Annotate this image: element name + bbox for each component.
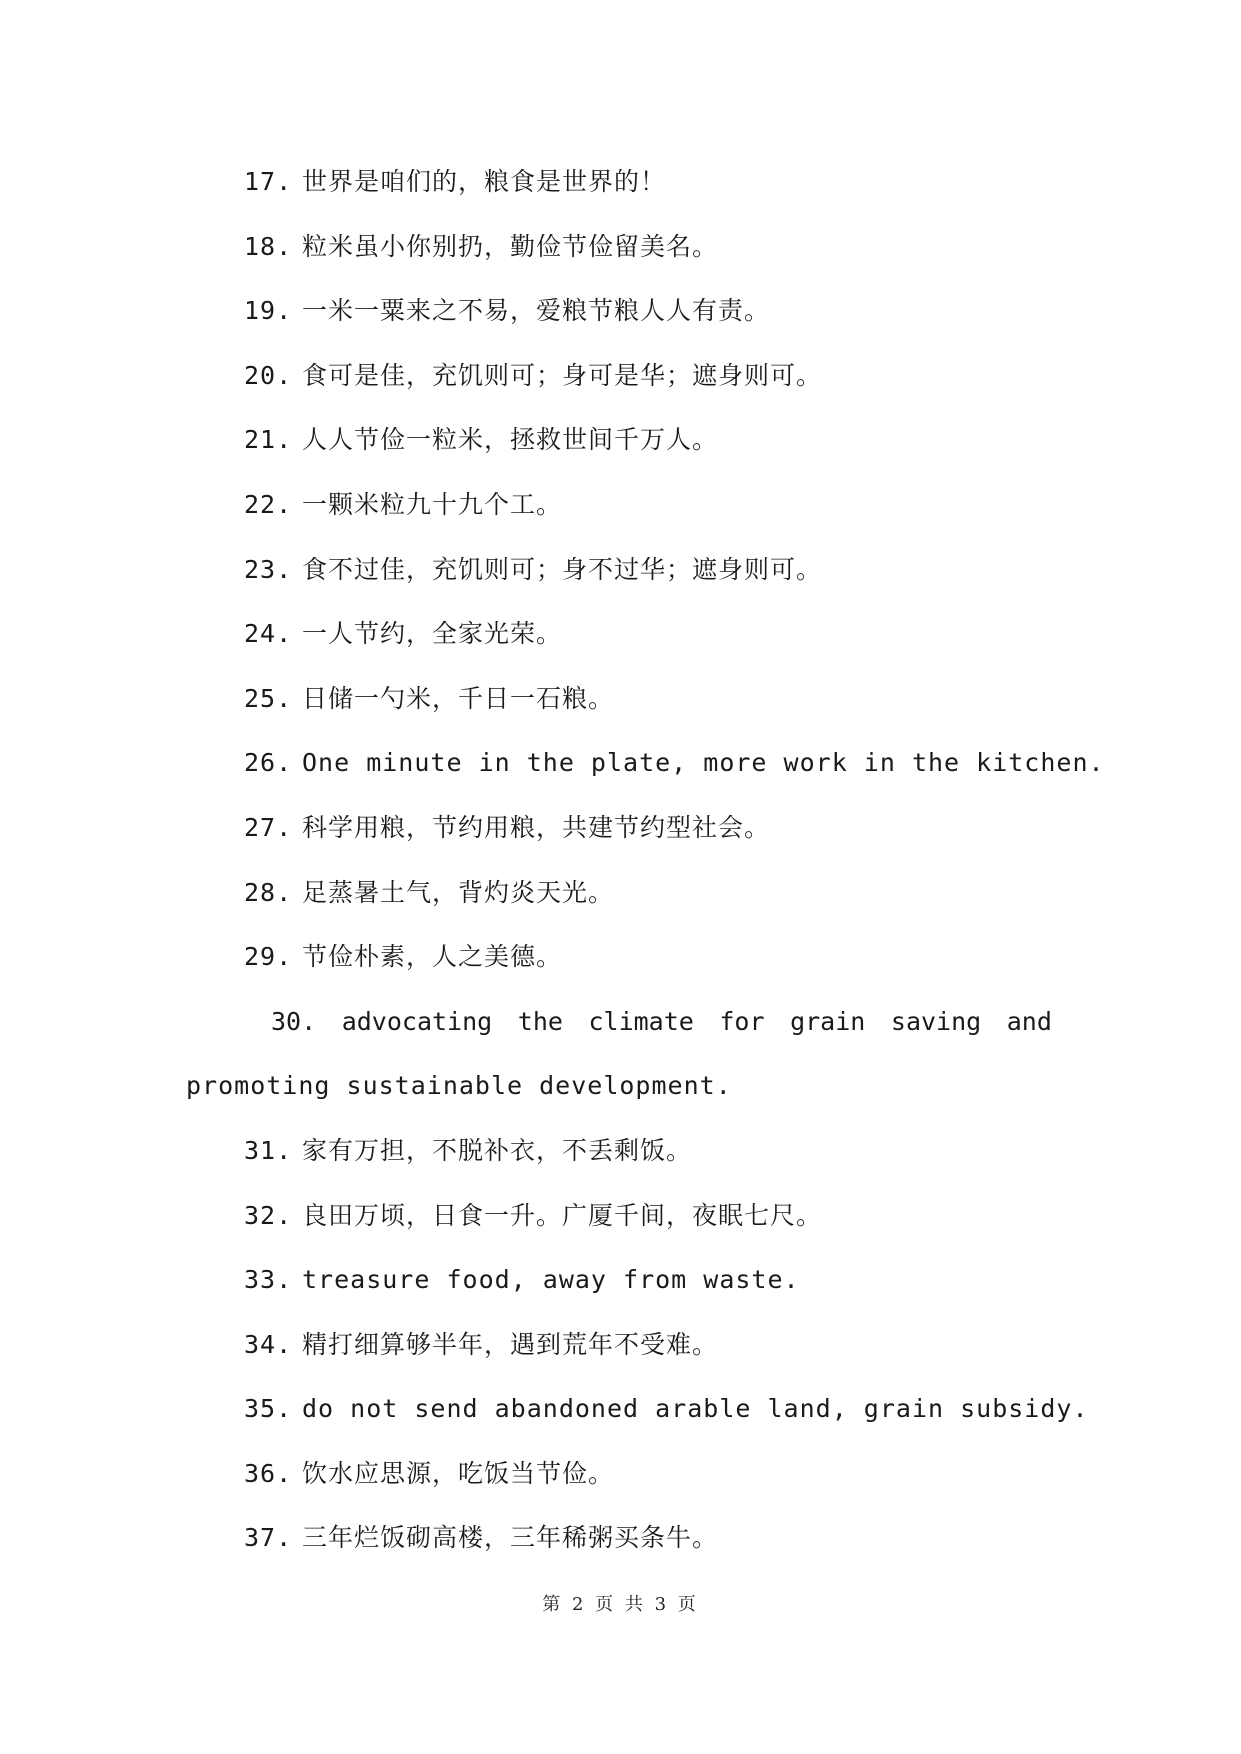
list-item [186,1452,1056,1517]
item-word: the [517,1006,563,1036]
item-number: 21. [244,425,293,455]
list-item [186,612,1056,677]
list-item [186,418,1056,483]
list-item [186,289,1056,354]
item-text: 科学用粮，节约用粮，共建节约型社会。 [302,812,771,842]
list-item [186,548,1056,613]
item-number: 20. [244,360,293,390]
item-number: 18. [244,231,293,261]
item-text: 节俭朴素，人之美德。 [302,942,563,972]
item-number: 34. [244,1329,293,1359]
list-item-wrapped-continuation: promoting sustainable development. [186,1071,732,1101]
item-number: 23. [244,554,293,584]
item-number: 19. [244,296,293,326]
item-number: 27. [244,812,293,842]
item-text: do not send abandoned arable land, grain subsidy. [302,1394,1089,1424]
page-footer: 第 2 页 共 3 页 [542,1594,699,1615]
item-number: 24. [244,619,293,649]
item-text: 精打细算够半年，遇到荒年不受难。 [302,1329,719,1359]
list-item [186,160,1056,225]
item-word: saving [890,1006,982,1036]
list-item [186,871,1056,936]
item-text: 世界是咱们的，粮食是世界的！ [302,167,667,196]
item-number: 17. [244,167,293,196]
item-number: 35. [244,1394,293,1424]
item-number: 33. [244,1265,293,1295]
item-text: 足蒸暑土气，背灼炎天光。 [302,877,615,907]
item-text: 一米一粟来之不易，爱粮节粮人人有责。 [302,296,771,326]
list-item [186,935,1056,1000]
item-text: 家有万担，不脱补衣，不丢剩饭。 [302,1135,693,1165]
item-text: 三年烂饭砌高楼，三年稀粥买条牛。 [302,1523,719,1553]
list-item [186,741,1105,806]
list-item-wrapped-first-line [186,1000,1056,1065]
item-word: advocating [341,1006,493,1036]
item-text: One minute in the plate, more work in the kitchen. [302,748,1105,778]
item-number: 26. [244,748,293,778]
item-number: 25. [244,683,293,713]
list-item [186,225,1056,290]
item-text: 食可是佳，充饥则可；身可是华；遮身则可。 [302,360,823,390]
list-item [186,1258,1056,1323]
list-item [186,1129,1056,1194]
item-number: 30. [271,1006,317,1036]
list-item [186,1323,1056,1388]
item-text: 饮水应思源，吃饭当节俭。 [302,1458,615,1488]
item-number: 36. [244,1458,293,1488]
list-item [186,1194,1056,1259]
item-number: 37. [244,1523,293,1553]
item-text: 日储一勺米，千日一石粮。 [302,683,615,713]
item-text: 良田万顷，日食一升。广厦千间，夜眠七尺。 [302,1200,823,1230]
list-item [186,677,1056,742]
list-item [186,483,1056,548]
slogan-list [186,160,1105,1581]
item-text: 一颗米粒九十九个工。 [302,489,563,519]
item-number: 22. [244,489,293,519]
item-word: for [719,1006,765,1036]
item-number: 28. [244,877,293,907]
list-item [186,1387,1089,1452]
item-word: and [1006,1006,1052,1036]
item-number: 32. [244,1200,293,1230]
item-number: 31. [244,1135,293,1165]
item-text: 一人节约，全家光荣。 [302,619,563,649]
item-text: 粒米虽小你别扔，勤俭节俭留美名。 [302,231,719,261]
item-text: 食不过佳，充饥则可；身不过华；遮身则可。 [302,554,823,584]
list-item [186,354,1056,419]
list-item [186,1516,1056,1581]
item-number: 29. [244,942,293,972]
item-text: 人人节俭一粒米，拯救世间千万人。 [302,425,719,455]
item-word: climate [588,1006,694,1036]
item-word: grain [790,1006,866,1036]
list-item [186,806,1056,871]
item-text: treasure food, away from waste. [302,1265,800,1295]
